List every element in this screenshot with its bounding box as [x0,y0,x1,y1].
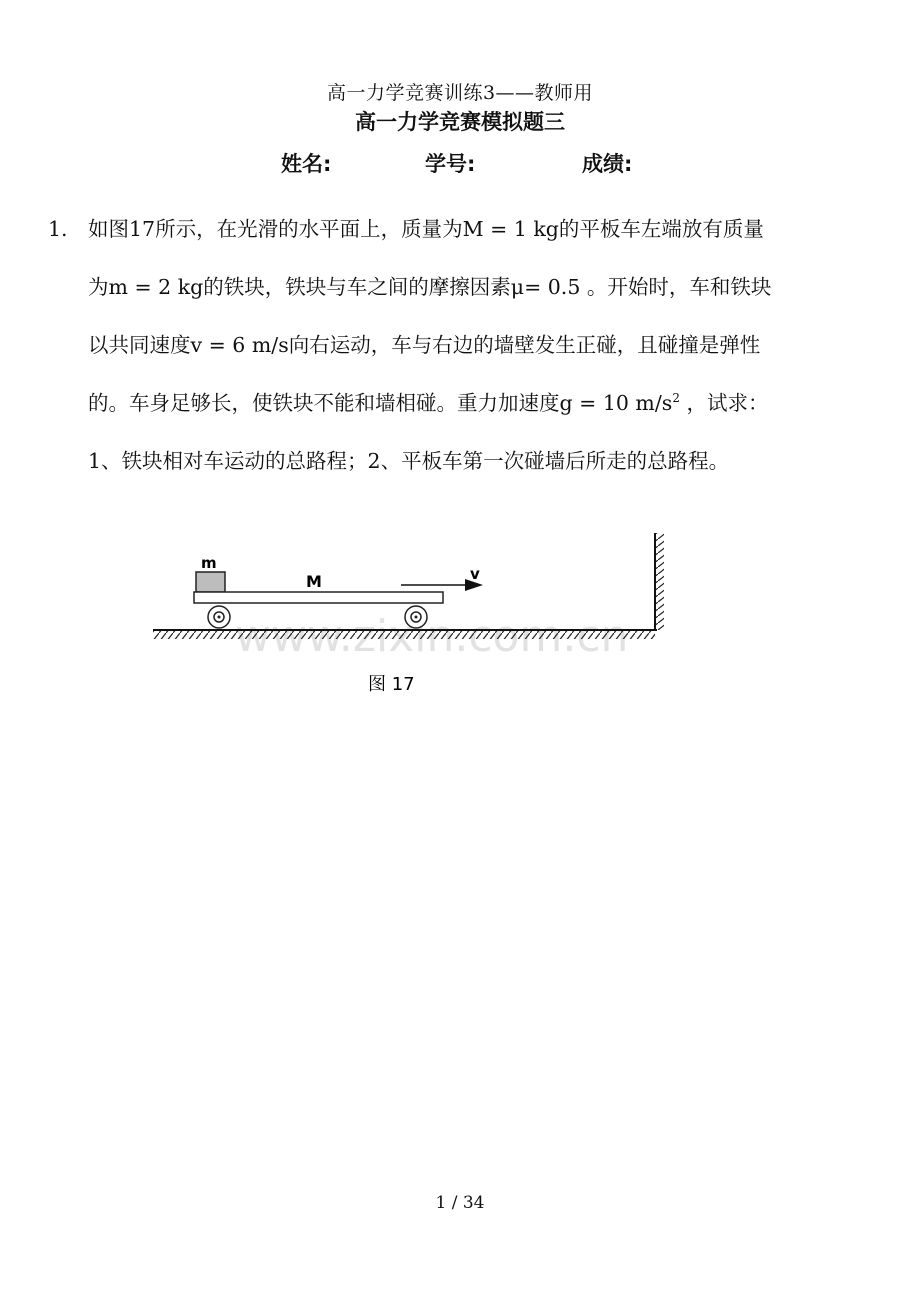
score-label: 成绩: [582,152,633,176]
problem-line-1: 如图17所示，在光滑的水平面上，质量为M = 1 kg的平板车左端放有质量 [88,217,764,241]
problem-line-5: 1、铁块相对车运动的总路程；2、平板车第一次碰墙后所走的总路程。 [88,449,730,473]
problem-line-3: 以共同速度v = 6 m/s向右运动，车与右边的墙壁发生正碰，且碰撞是弹性 [88,333,761,357]
problem-number: 1. [48,217,68,241]
label-M: M [306,572,322,591]
label-v: v [470,565,480,583]
problem-line-4-tail: ，试求： [686,391,769,415]
document-subtitle: 高一力学竞赛训练3——教师用 [326,82,594,104]
ground-hatching [153,630,655,639]
problem-line-4-text: 的。车身足够长，使铁块不能和墙相碰。重力加速度g = 10 m/s [88,391,673,415]
problem-line-4 [88,374,768,432]
left-wheel [208,606,230,628]
wall-hatching [655,533,664,630]
figure-17 [145,525,705,710]
problem-line-2: 为m = 2 kg的铁块，铁块与车之间的摩擦因素μ= 0.5 。开始时，车和铁块 [88,275,772,299]
exponent: 2 [672,391,680,406]
document-title: 高一力学竞赛模拟题三 [355,110,565,134]
label-m: m [201,554,217,572]
cart-plank [194,592,443,603]
student-number-label: 学号: [425,152,476,176]
page-number: 1 / 34 [435,1193,485,1213]
student-info-fields [0,148,920,182]
right-wheel [405,606,427,628]
iron-block [196,572,225,592]
figure-caption: 图 17 [368,674,415,695]
name-label: 姓名: [281,152,332,176]
